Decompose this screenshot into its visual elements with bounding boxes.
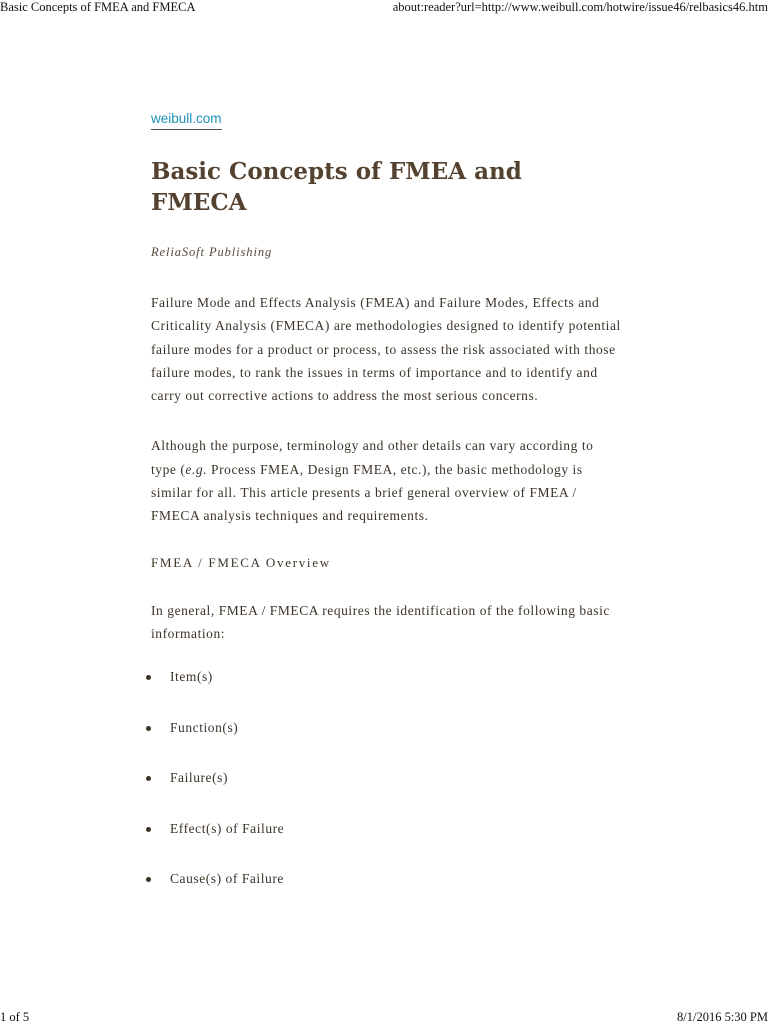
paragraph-methodology-text-start: Although the purpose, terminology and other details can vary according to type ( (151, 438, 594, 477)
section-heading-overview: FMEA / FMECA Overview (151, 554, 331, 570)
basic-information-list (151, 661, 621, 914)
paragraph-requirements: In general, FMEA / FMECA requires the identification of the following basic information: (151, 602, 610, 641)
paragraph-methodology-emphasis: e.g. (185, 461, 208, 477)
list-item (151, 863, 621, 914)
bullet-icon (146, 877, 151, 882)
list-item (151, 813, 621, 864)
article-byline: ReliaSoft Publishing (151, 245, 273, 259)
list-item-label: Function(s) (170, 719, 239, 735)
print-footer-timestamp: 8/1/2016 5:30 PM (677, 1010, 768, 1024)
article-title: Basic Concepts of FMEA and FMECA (151, 158, 522, 216)
paragraph-intro: Failure Mode and Effects Analysis (FMEA) and Failure Modes, Effects and Criticality Analysis (FMECA) are methodologies designed to identify potential failure modes for a product or process, to assess the risk associated with those failure modes, to rank the issues in terms of importance and to identify and carry out corrective actions to address the most serious concerns. (151, 295, 621, 404)
bullet-icon (146, 827, 151, 832)
bullet-icon (146, 726, 151, 731)
list-item (151, 762, 621, 813)
paragraph-methodology (151, 434, 621, 527)
print-header-url: about:reader?url=http://www.weibull.com/hotwire/issue46/relbasics46.htm (392, 0, 768, 14)
list-item-label: Item(s) (170, 669, 213, 685)
bullet-icon (146, 675, 151, 680)
list-item-label: Effect(s) of Failure (170, 820, 285, 836)
list-item (151, 712, 621, 763)
list-item-label: Failure(s) (170, 770, 228, 786)
bullet-icon (146, 776, 151, 781)
reader-view-article (151, 110, 621, 914)
source-domain-link[interactable]: weibull.com (151, 111, 222, 130)
print-header-title: Basic Concepts of FMEA and FMECA (0, 0, 196, 14)
paragraph-methodology-text-end: Process FMEA, Design FMEA, etc.), the basic methodology is similar for all. This article presents a brief general overview of FMEA / FMECA analysis techniques and requirements. (151, 461, 583, 524)
print-footer-page-count: 1 of 5 (0, 1010, 30, 1024)
list-item-label: Cause(s) of Failure (170, 871, 284, 887)
list-item (151, 661, 621, 712)
